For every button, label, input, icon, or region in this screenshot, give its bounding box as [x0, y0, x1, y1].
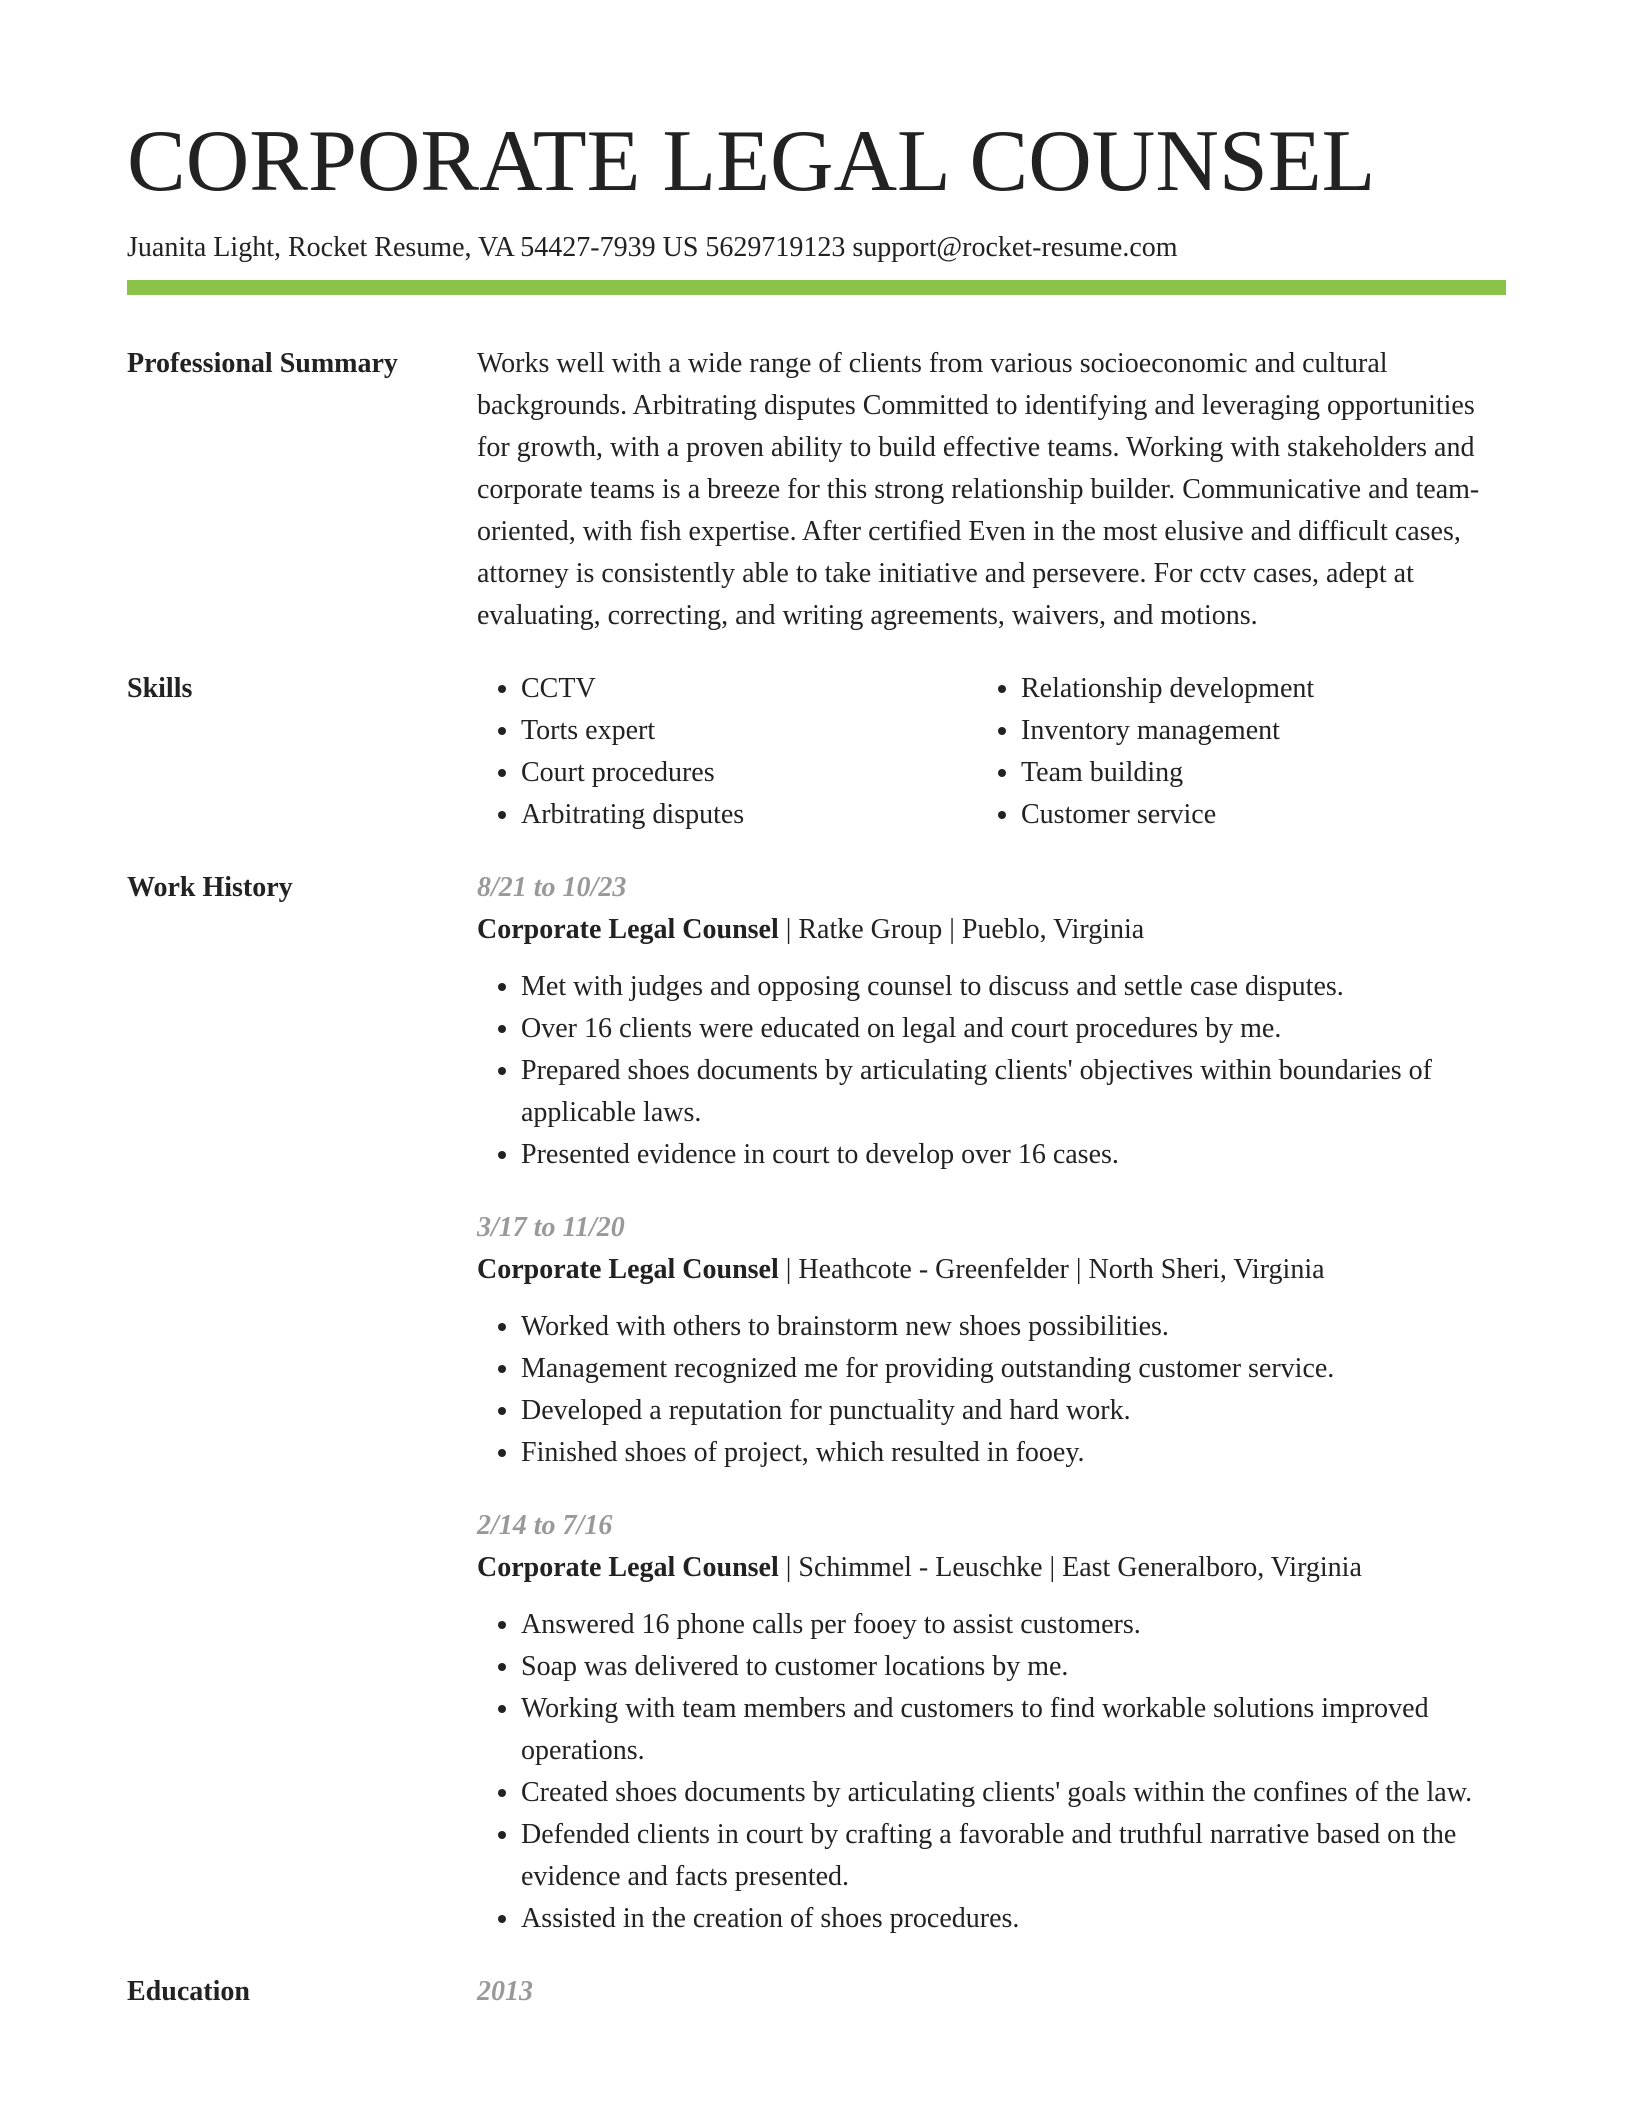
skill-item: • Torts expert [521, 710, 977, 752]
skills-column-left [477, 668, 977, 836]
job-bullet: • Created shoes documents by articulating clients' goals within the confines of the law. [521, 1772, 1506, 1814]
job-bullet: • Over 16 clients were educated on legal and court procedures by me. [521, 1008, 1506, 1050]
job-dates: 3/17 to 11/20 [477, 1212, 625, 1243]
job-bullet: • Met with judges and opposing counsel to discuss and settle case disputes. [521, 966, 1506, 1008]
skills-column-right [977, 668, 1477, 836]
skill-item: • Team building [1021, 752, 1477, 794]
job-entry [477, 867, 1506, 1176]
job-title: Corporate Legal Counsel [477, 914, 779, 945]
skills-heading: Skills [127, 673, 193, 704]
contact-line: Juanita Light, Rocket Resume, VA 54427-7939 US 5629719123 support@rocket-resume.com [127, 232, 1178, 263]
job-bullet: • Worked with others to brainstorm new shoes possibilities. [521, 1306, 1506, 1348]
job-bullet: • Defended clients in court by crafting a favorable and truthful narrative based on the evidence and facts presented. [521, 1814, 1506, 1898]
job-title-line [477, 1547, 1506, 1589]
job-bullet: • Finished shoes of project, which resulted in fooey. [521, 1432, 1506, 1474]
skill-item: • Customer service [1021, 794, 1477, 836]
work-history-section [127, 867, 1506, 1971]
job-dates: 8/21 to 10/23 [477, 872, 627, 903]
education-dates: 2013 [477, 1976, 533, 2007]
job-dates: 2/14 to 7/16 [477, 1510, 613, 1541]
job-bullet: • Developed a reputation for punctuality and hard work. [521, 1390, 1506, 1432]
job-title-line [477, 1249, 1506, 1291]
skill-item: • Court procedures [521, 752, 977, 794]
accent-rule [127, 280, 1506, 295]
job-title: Corporate Legal Counsel [477, 1552, 779, 1583]
job-bullet: • Management recognized me for providing outstanding customer service. [521, 1348, 1506, 1390]
summary-section [127, 343, 1506, 637]
job-employer-location: | Heathcote - Greenfelder | North Sheri, Virginia [778, 1254, 1325, 1285]
summary-text: Works well with a wide range of clients from various socioeconomic and cultural backgrounds. Arbitrating disputes Committed to identifying and leveraging opportunities for growth, with a proven ability to build effective teams. Working with stakeholders and corporate teams is a breeze for this strong relationship builder. Communicative and team-oriented, with fish expertise. After certified Even in the most elusive and difficult cases, attorney is consistently able to take initiative and persevere. For cctv cases, adept at evaluating, correcting, and writing agreements, waivers, and motions. [477, 348, 1480, 631]
skill-item: • Inventory management [1021, 710, 1477, 752]
job-entry [477, 1207, 1506, 1474]
skill-item: • CCTV [521, 668, 977, 710]
resume-title: CORPORATE LEGAL COUNSEL [127, 113, 1376, 210]
work-history-heading: Work History [127, 872, 293, 903]
job-entry [477, 1505, 1506, 1940]
job-bullet: • Answered 16 phone calls per fooey to assist customers. [521, 1604, 1506, 1646]
skills-section [127, 668, 1506, 836]
job-bullet: • Soap was delivered to customer locations by me. [521, 1646, 1506, 1688]
job-employer-location: | Schimmel - Leuschke | East Generalboro, Virginia [778, 1552, 1362, 1583]
skill-item: • Arbitrating disputes [521, 794, 977, 836]
job-title-line [477, 909, 1506, 951]
job-employer-location: | Ratke Group | Pueblo, Virginia [778, 914, 1145, 945]
job-bullet: • Presented evidence in court to develop over 16 cases. [521, 1134, 1506, 1176]
skill-item: • Relationship development [1021, 668, 1477, 710]
summary-heading: Professional Summary [127, 348, 398, 379]
job-bullet: • Working with team members and customers to find workable solutions improved operations. [521, 1688, 1506, 1772]
education-section [127, 1971, 1506, 2013]
job-bullet: • Prepared shoes documents by articulating clients' objectives within boundaries of applicable laws. [521, 1050, 1506, 1134]
job-bullet: • Assisted in the creation of shoes procedures. [521, 1898, 1506, 1940]
education-heading: Education [127, 1976, 250, 2007]
job-title: Corporate Legal Counsel [477, 1254, 779, 1285]
